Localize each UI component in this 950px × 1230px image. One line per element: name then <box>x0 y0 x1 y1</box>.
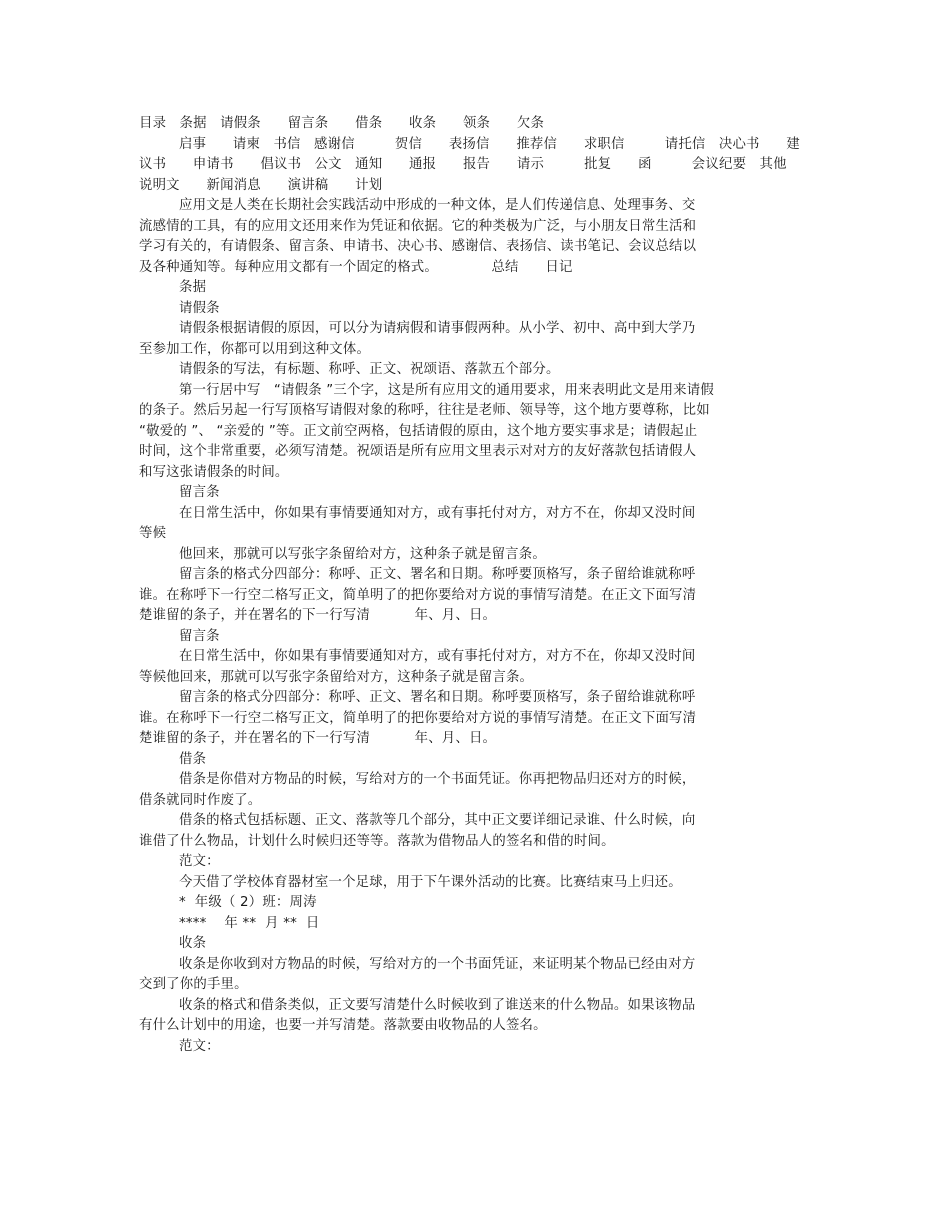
paragraph-line: 应用文是人类在长期社会实践活动中形成的一种文体，是人们传递信息、处理事务、交 <box>179 198 696 213</box>
paragraph-line: 谁借了什么物品，计划什么时候归还等等。落款为借物品人的签名和借的时间。 <box>139 833 615 849</box>
paragraph-line: 第一行居中写 “请假条 ”三个字，这是所有应用文的通用要求，用来表明此文是用来请假 <box>179 382 714 398</box>
toc-line-4: 说明文 新闻消息 演讲稿 计划 <box>139 177 383 193</box>
section-heading: 借条 <box>179 751 207 767</box>
paragraph-line: 交到了你的手里。 <box>139 977 248 992</box>
paragraph-line: 留言条的格式分四部分：称呼、正文、署名和日期。称呼要顶格写，条子留给谁就称呼 <box>179 567 696 582</box>
paragraph-line: 和写这张请假条的时间。 <box>139 464 289 480</box>
paragraph-line: 请假条根据请假的原因，可以分为请病假和请事假两种。从小学、初中、高中到大学乃 <box>179 321 696 336</box>
paragraph-line: 等候 <box>139 526 167 541</box>
paragraph-line: 楚谁留的条子，并在署名的下一行写清 年、月、日。 <box>139 608 497 623</box>
paragraph-line: 至参加工作，你都可以用到这种文体。 <box>139 341 371 357</box>
document-body <box>139 114 811 1057</box>
paragraph-line: 流感情的工具，有的应用文还用来作为凭证和依据。它的种类极为广泛，与小朋友日常生活和 <box>139 218 697 234</box>
example-label: 范文： <box>179 854 220 869</box>
section-heading: 条据 <box>179 280 207 295</box>
toc-line-1: 目录 条据 请假条 留言条 借条 收条 领条 欠条 <box>139 116 545 131</box>
section-heading: 留言条 <box>179 485 220 500</box>
paragraph-line: 谁。在称呼下一行空二格写正文，简单明了的把你要给对方说的事情写清楚。在正文下面写清 <box>139 710 697 726</box>
toc-line-2: 启事 请柬 书信 感谢信 贺信 表扬信 推荐信 求职信 请托信 决心书 建 <box>179 136 800 152</box>
paragraph-line: 在日常生活中，你如果有事情要通知对方，或有事托付对方，对方不在，你却又没时间 <box>179 649 696 664</box>
paragraph-line: 收条的格式和借条类似，正文要写清楚什么时候收到了谁送来的什么物品。如果该物品 <box>179 997 696 1013</box>
paragraph-line: 及各种通知等。每种应用文都有一个固定的格式。 总结 日记 <box>139 259 573 275</box>
toc-line-3: 议书 申请书 倡议书 公文 通知 通报 报告 请示 批复 函 会议纪要 其他 <box>139 157 787 172</box>
paragraph-line: 时间，这个非常重要，必须写清楚。祝颂语是所有应用文里表示对对方的友好落款包括请假人 <box>139 444 697 459</box>
paragraph-line: 楚谁留的条子，并在署名的下一行写清 年、月、日。 <box>139 731 497 746</box>
paragraph-line: 有什么计划中的用途，也要一并写清楚。落款要由收物品的人签名。 <box>139 1018 547 1033</box>
paragraph-line: 在日常生活中，你如果有事情要通知对方，或有事托付对方，对方不在，你却又没时间 <box>179 505 696 521</box>
paragraph-line: “敬爱的 ”、 “亲爱的 ”等。正文前空两格，包括请假的原由，这个地方要实事求是；请假起止 <box>139 423 698 439</box>
section-heading: 请假条 <box>179 300 220 316</box>
section-heading: 留言条 <box>179 628 220 644</box>
paragraph-line: 借条的格式包括标题、正文、落款等几个部分，其中正文要详细记录谁、什么时候，向 <box>179 813 696 828</box>
example-signature: * 年级（ 2）班：周涛 <box>179 895 317 910</box>
example-line: 今天借了学校体育器材室一个足球，用于下午课外活动的比赛。比赛结束马上归还。 <box>179 874 682 890</box>
paragraph-line: 借条是你借对方物品的时候，写给对方的一个书面凭证。你再把物品归还对方的时候， <box>179 772 696 787</box>
section-heading: 收条 <box>179 936 207 951</box>
example-date: **** 年 ** 月 ** 日 <box>179 915 320 931</box>
paragraph-line: 收条是你收到对方物品的时候，写给对方的一个书面凭证，来证明某个物品已经由对方 <box>179 956 696 972</box>
paragraph-line: 他回来，那就可以写张字条留给对方，这种条子就是留言条。 <box>179 546 546 562</box>
paragraph-line: 留言条的格式分四部分：称呼、正文、署名和日期。称呼要顶格写，条子留给谁就称呼 <box>179 690 696 705</box>
paragraph-line: 的条子。然后另起一行写顶格写请假对象的称呼，往往是老师、领导等，这个地方要尊称，比如 <box>139 403 710 418</box>
paragraph-line: 借条就同时作废了。 <box>139 792 262 808</box>
paragraph-line: 请假条的写法，有标题、称呼、正文、祝颂语、落款五个部分。 <box>179 362 560 377</box>
paragraph-line: 谁。在称呼下一行空二格写正文，简单明了的把你要给对方说的事情写清楚。在正文下面写清 <box>139 587 697 603</box>
paragraph-line: 学习有关的，有请假条、留言条、申请书、决心书、感谢信、表扬信、读书笔记、会议总结以 <box>139 239 697 254</box>
example-label: 范文： <box>179 1038 220 1054</box>
paragraph-line: 等候他回来，那就可以写张字条留给对方，这种条子就是留言条。 <box>139 669 534 685</box>
